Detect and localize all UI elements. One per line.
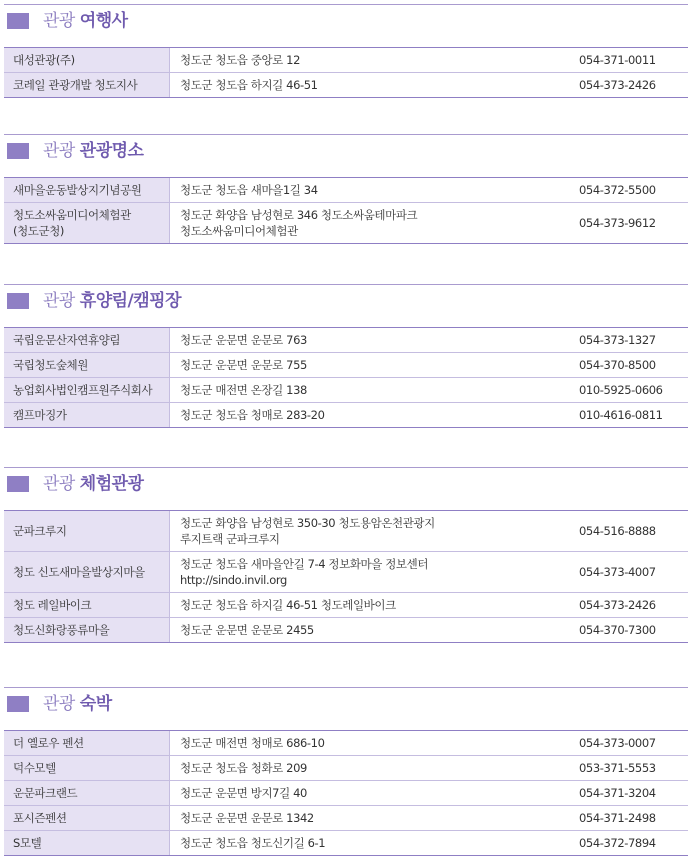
listing-address: 청도군 청도읍 하지길 46-51 청도레일바이크 <box>180 598 396 612</box>
section-header <box>4 134 688 171</box>
table-row <box>4 780 688 805</box>
listing-address: 청도군 청도읍 청도신기길 6-1 <box>180 836 326 850</box>
listing-name: 운문파크랜드 <box>4 781 170 805</box>
listing-address: 청도군 매전면 온장길 138 <box>180 383 307 397</box>
section-camping <box>4 284 688 428</box>
table-row <box>4 178 688 202</box>
listing-phone: 054-373-0007 <box>579 736 656 750</box>
listing-phone: 054-371-3204 <box>579 786 656 800</box>
listing-table <box>4 510 688 643</box>
listing-address: 청도군 운문면 운문로 2455 <box>180 623 314 637</box>
listing-address: 청도군 청도읍 새마을1길 34 <box>180 183 318 197</box>
listing-phone: 054-373-2426 <box>579 78 656 92</box>
listing-phone: 054-373-2426 <box>579 598 656 612</box>
table-row <box>4 352 688 377</box>
listing-table <box>4 327 688 428</box>
section-title: 관광 여행사 <box>43 11 128 31</box>
table-row <box>4 328 688 352</box>
listing-name: 청도소싸움미디어체험관 (청도군청) <box>4 203 170 243</box>
table-row <box>4 830 688 855</box>
listing-table <box>4 47 688 98</box>
section-header <box>4 284 688 321</box>
listing-phone: 054-371-2498 <box>579 811 656 825</box>
listing-address: 청도군 화양읍 남성현로 350-30 청도용암온천관광지 루지트랙 군파크루지 <box>180 516 435 546</box>
listing-name: 대성관광(주) <box>4 48 170 72</box>
square-bullet-icon <box>7 293 29 309</box>
listing-address: 청도군 청도읍 하지길 46-51 <box>180 78 318 92</box>
listing-name: 포시즌펜션 <box>4 806 170 830</box>
listing-name: 청도 레일바이크 <box>4 593 170 617</box>
listing-phone: 054-370-7300 <box>579 623 656 637</box>
square-bullet-icon <box>7 13 29 29</box>
listing-name: 청도 신도새마을발상지마을 <box>4 552 170 592</box>
listing-phone: 054-516-8888 <box>579 524 656 538</box>
table-row <box>4 402 688 427</box>
table-row <box>4 72 688 97</box>
listing-name: 새마을운동발상지기념공원 <box>4 178 170 202</box>
section-title: 관광 관광명소 <box>43 141 144 161</box>
section-header <box>4 4 688 41</box>
listing-phone: 054-370-8500 <box>579 358 656 372</box>
listing-address: 청도군 운문면 운문로 755 <box>180 358 307 372</box>
section-header <box>4 467 688 504</box>
listing-address: 청도군 운문면 운문로 1342 <box>180 811 314 825</box>
table-row <box>4 202 688 243</box>
square-bullet-icon <box>7 143 29 159</box>
table-row <box>4 551 688 592</box>
listing-phone: 054-372-7894 <box>579 836 656 850</box>
listing-name: 청도신화랑풍류마을 <box>4 618 170 642</box>
table-row <box>4 617 688 642</box>
listing-phone: 054-373-4007 <box>579 565 656 579</box>
listing-phone: 054-372-5500 <box>579 183 656 197</box>
listing-address: 청도군 운문면 운문로 763 <box>180 333 307 347</box>
listing-name: 코레일 관광개발 청도지사 <box>4 73 170 97</box>
listing-table <box>4 730 688 856</box>
square-bullet-icon <box>7 476 29 492</box>
section-experience <box>4 467 688 643</box>
table-row <box>4 805 688 830</box>
table-row <box>4 511 688 551</box>
listing-phone: 054-373-1327 <box>579 333 656 347</box>
listing-name: 덕수모텔 <box>4 756 170 780</box>
listing-phone: 054-373-9612 <box>579 216 656 230</box>
listing-table <box>4 177 688 244</box>
section-title: 관광 체험관광 <box>43 474 144 494</box>
table-row <box>4 377 688 402</box>
listing-address: 청도군 매전면 청매로 686-10 <box>180 736 325 750</box>
table-row <box>4 592 688 617</box>
listing-name: 캠프마징가 <box>4 403 170 427</box>
listing-address: 청도군 청도읍 청매로 283-20 <box>180 408 325 422</box>
listing-address: 청도군 청도읍 청화로 209 <box>180 761 307 775</box>
listing-name: 농업회사법인캠프원주식회사 <box>4 378 170 402</box>
section-title: 관광 숙박 <box>43 694 112 714</box>
square-bullet-icon <box>7 696 29 712</box>
listing-phone: 053-371-5553 <box>579 761 656 775</box>
listing-name: S모텔 <box>4 831 170 855</box>
listing-name: 더 옐로우 펜션 <box>4 731 170 755</box>
section-travel-agency <box>4 4 688 98</box>
table-row <box>4 755 688 780</box>
listing-phone: 054-371-0011 <box>579 53 656 67</box>
listing-name: 국립운문산자연휴양림 <box>4 328 170 352</box>
listing-name: 군파크루지 <box>4 511 170 551</box>
listing-phone: 010-5925-0606 <box>579 383 663 397</box>
section-header <box>4 687 688 724</box>
section-attractions <box>4 134 688 244</box>
listing-name: 국립청도숲체원 <box>4 353 170 377</box>
listing-address: 청도군 청도읍 새마을안길 7-4 정보화마을 정보센터 http://sindo.invil.org <box>180 557 429 587</box>
listing-address: 청도군 화양읍 남성현로 346 청도소싸움테마파크 청도소싸움미디어체험관 <box>180 208 418 238</box>
listing-address: 청도군 청도읍 중앙로 12 <box>180 53 300 67</box>
section-lodging <box>4 687 688 856</box>
listing-phone: 010-4616-0811 <box>579 408 663 422</box>
section-title: 관광 휴양림/캠핑장 <box>43 291 182 311</box>
listing-address: 청도군 운문면 방지7길 40 <box>180 786 307 800</box>
table-row <box>4 48 688 72</box>
table-row <box>4 731 688 755</box>
